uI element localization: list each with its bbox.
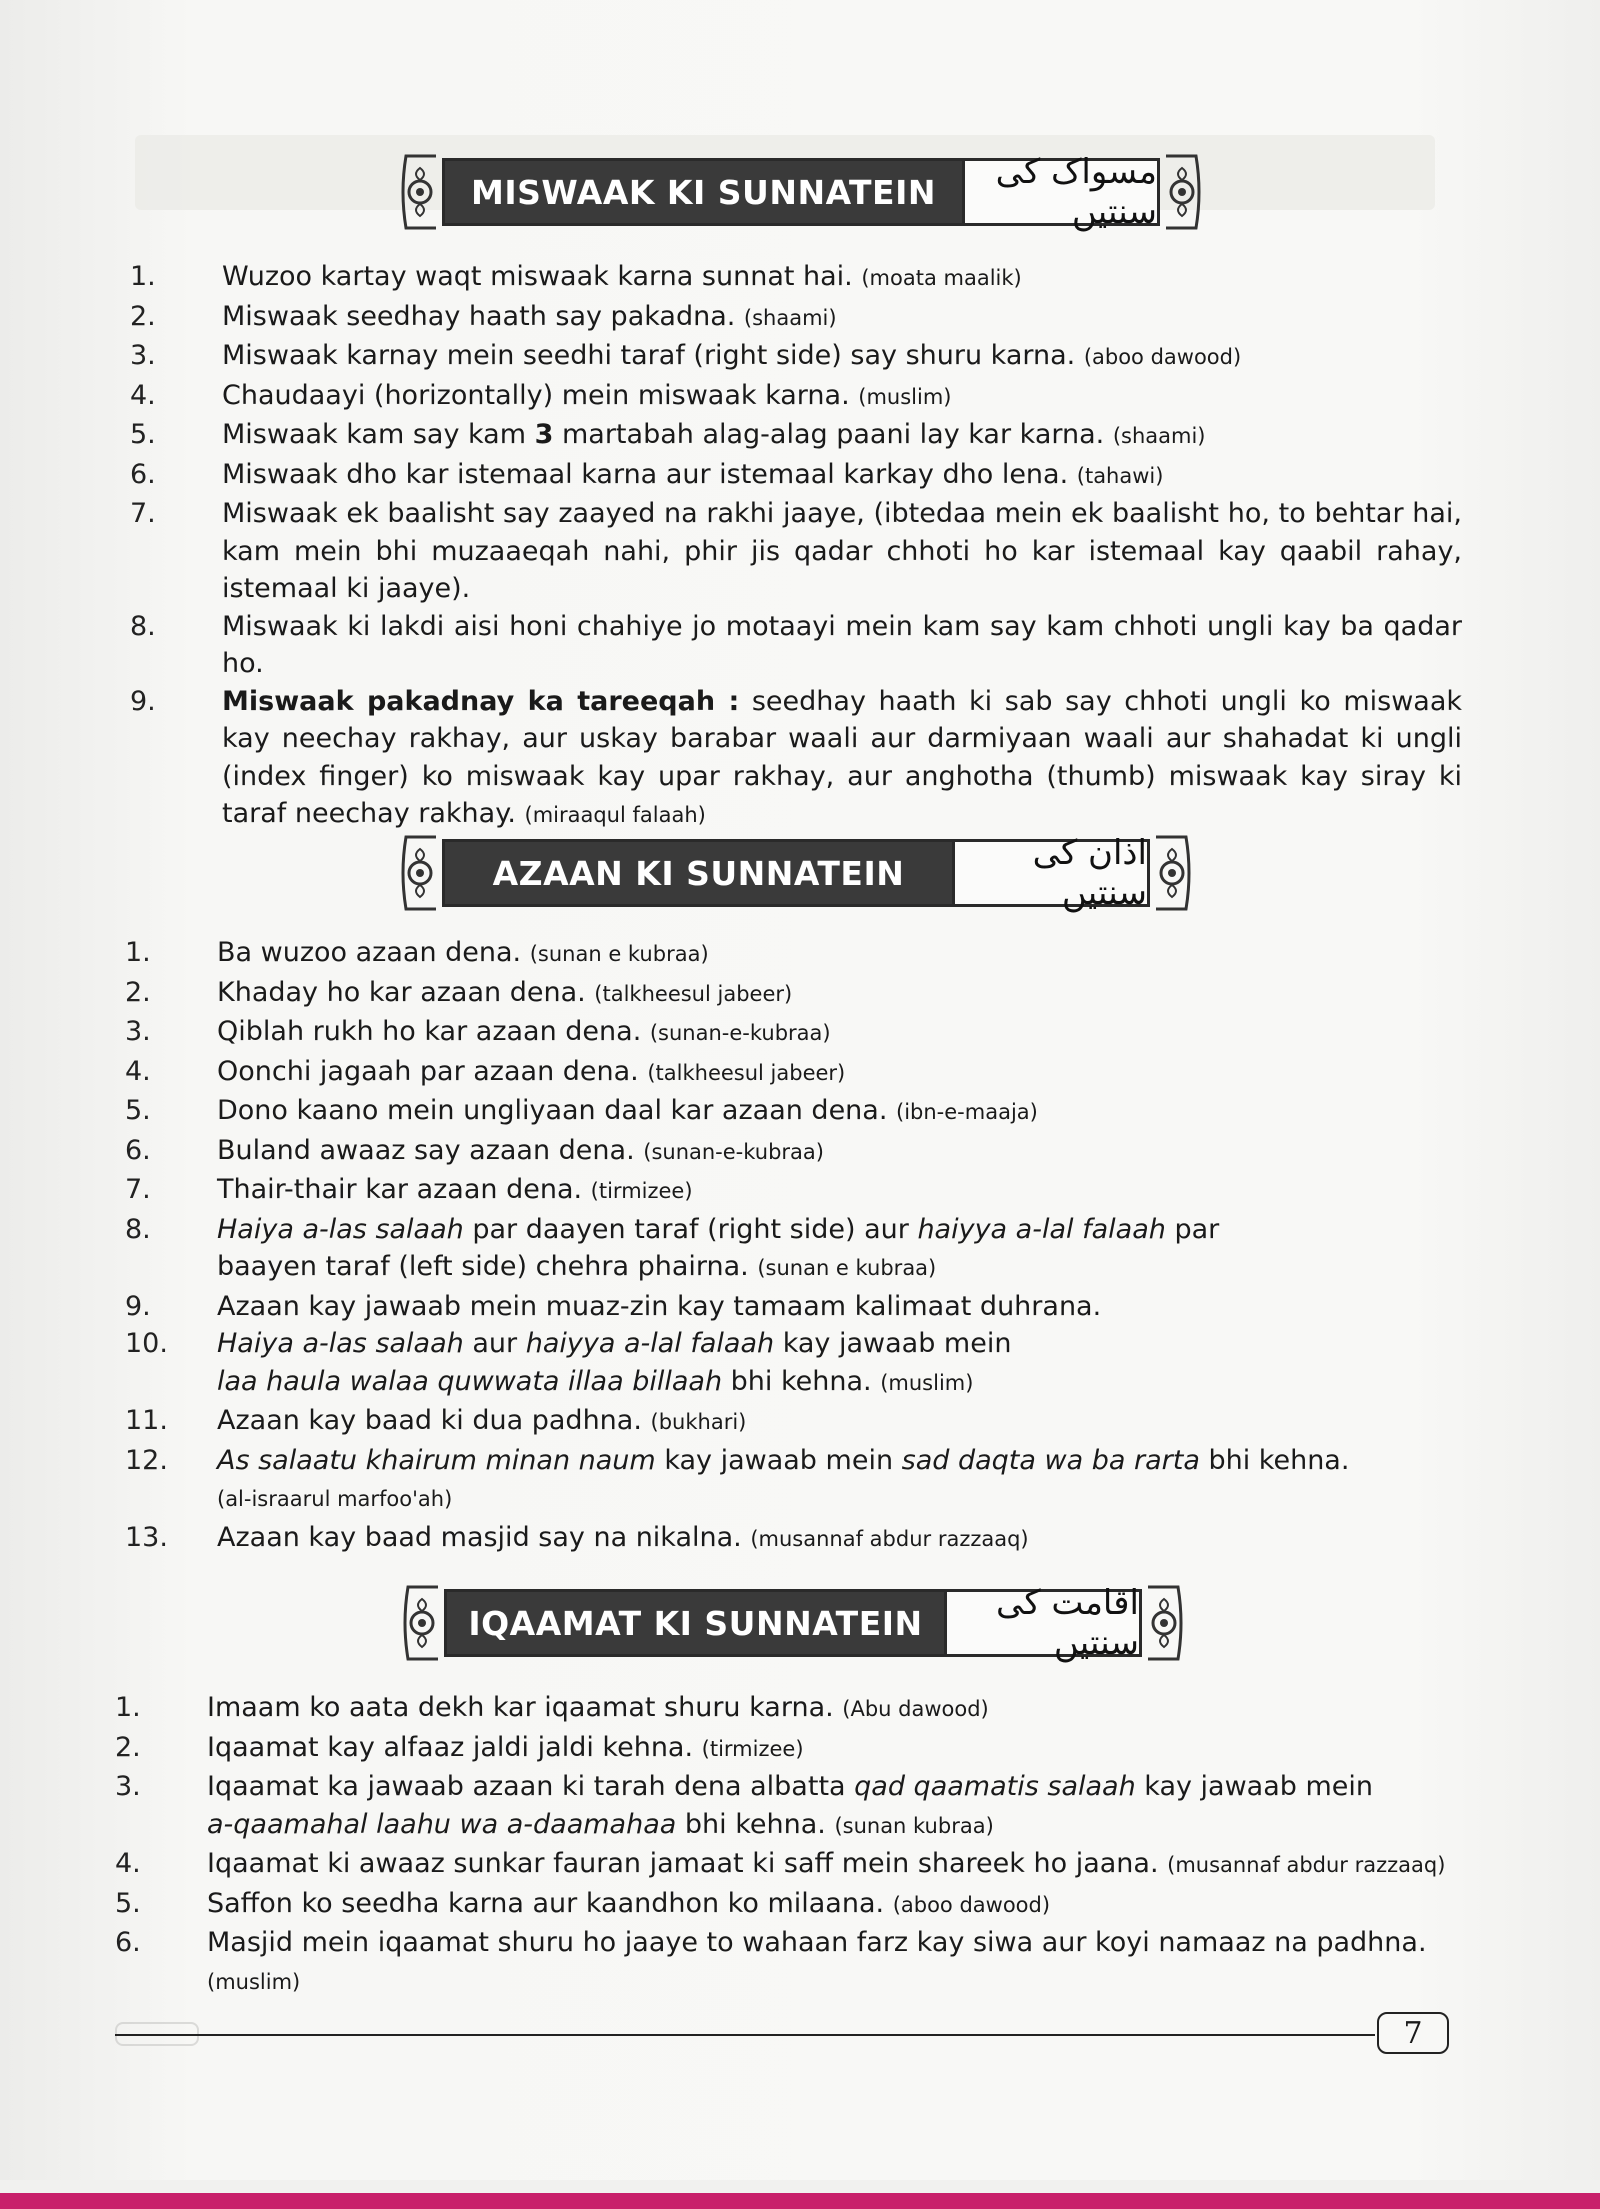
item-number: 7.: [125, 1174, 151, 1205]
ornament-left-icon: [398, 1583, 444, 1663]
page-edge: [0, 2180, 1600, 2209]
item-number: 10.: [125, 1328, 168, 1359]
item-number: 2.: [115, 1731, 141, 1763]
reference-citation: (bukhari): [650, 1410, 747, 1434]
item-number: 4.: [130, 379, 156, 411]
list-item: [130, 495, 1462, 608]
item-number: 5.: [130, 419, 156, 450]
reference-citation: (aboo dawood): [892, 1892, 1051, 1917]
item-number: 3.: [125, 1016, 151, 1047]
reference-citation: (musannaf abdur razzaaq): [750, 1526, 1029, 1551]
text-segment: Buland awaaz say azaan dena.: [217, 1134, 644, 1166]
sunnah-list: [115, 1689, 1450, 2001]
item-number: 7.: [130, 498, 156, 529]
list-item: [130, 683, 1462, 835]
text-segment: par: [1165, 1213, 1220, 1245]
item-number: 5.: [125, 1095, 151, 1126]
item-text: [217, 1325, 1450, 1402]
text-segment: seedhay haath ki sab say chhoti ungli ko miswaak kay neechay rakhay, aur uskay barabar waali aur darmiyaan waali aur shahadat ki ungli (index finger) ko miswaak kay upar rakhay, aur anghotha (thumb) miswaak kay siray ki taraf neechay rakhay.: [222, 685, 1462, 829]
item-text: [217, 1013, 1450, 1053]
list-item: [125, 1132, 1450, 1172]
text-segment: Haiya a-las salaah: [217, 1328, 464, 1359]
list-item: [125, 974, 1450, 1014]
reference-citation: (tirmizee): [701, 1736, 804, 1761]
item-text: [222, 683, 1462, 835]
reference-citation: (muslim): [207, 1969, 301, 1994]
list-item: [125, 1013, 1450, 1053]
item-text: [217, 934, 1450, 974]
item-number: 5.: [115, 1887, 141, 1919]
text-segment: Miswaak karnay mein seedhi taraf (right side) say shuru karna.: [222, 340, 1084, 371]
text-segment: haiyya a-lal falaah: [525, 1328, 775, 1359]
text-segment: sad daqta wa ba rarta: [901, 1444, 1200, 1476]
reference-citation: (ibn-e-maaja): [896, 1100, 1038, 1124]
reference-citation: (tahawi): [1076, 463, 1164, 488]
text-segment: aur: [463, 1328, 526, 1359]
item-text: [207, 1689, 1450, 1729]
list-item: [130, 456, 1462, 496]
text-segment: martabah alag-alag paani lay kar karna.: [553, 419, 1113, 450]
list-item: [125, 1092, 1450, 1132]
page-number: 7: [1377, 2012, 1449, 2054]
item-text: [222, 495, 1462, 608]
sunnah-list: [130, 258, 1462, 835]
text-segment: par daayen taraf (right side) aur: [463, 1213, 918, 1245]
reference-citation: (tirmizee): [590, 1179, 693, 1203]
reference-citation: (sunan e kubraa): [757, 1256, 937, 1280]
list-item: [125, 1519, 1450, 1559]
item-text: [222, 608, 1462, 683]
item-text: [222, 456, 1462, 496]
reference-citation: (moata maalik): [861, 266, 1022, 290]
text-segment: Qiblah rukh ho kar azaan dena.: [217, 1016, 650, 1047]
ornament-right-icon: [1142, 1583, 1188, 1663]
text-segment: Azaan kay baad ki dua padhna.: [217, 1405, 651, 1436]
section-banner-iqaamat: [398, 1583, 1188, 1663]
text-segment: Iqaamat ka jawaab azaan ki tarah dena albatta: [207, 1771, 855, 1802]
reference-citation: (sunan-e-kubraa): [649, 1021, 831, 1045]
list-item: [115, 1729, 1450, 1769]
list-item: [130, 416, 1462, 456]
section-title: AZAAN KI SUNNATEIN: [492, 853, 905, 893]
ornament-right-icon: [1160, 152, 1206, 232]
text-segment: Masjid mein iqaamat shuru ho jaaye to wahaan farz kay siwa aur koyi namaaz na padhna.: [207, 1927, 1427, 1958]
item-text: [217, 1442, 1450, 1519]
reference-citation: (sunan-e-kubraa): [643, 1139, 824, 1164]
list-item: [130, 298, 1462, 338]
list-item: [125, 1325, 1450, 1402]
item-number: 9.: [125, 1290, 151, 1322]
reference-citation: (sunan kubraa): [834, 1813, 994, 1838]
section-title: IQAAMAT KI SUNNATEIN: [468, 1603, 923, 1643]
text-segment: Miswaak seedhay haath say pakadna.: [222, 300, 744, 332]
list-item: [115, 1689, 1450, 1729]
reference-citation: (shaami): [743, 305, 837, 330]
section-title-urdu: اذان کی سنتیں: [952, 842, 1147, 904]
item-number: 1.: [125, 937, 151, 968]
text-segment: kay jawaab mein: [655, 1444, 902, 1476]
list-item: [130, 337, 1462, 377]
text-segment: Azaan kay baad masjid say na nikalna.: [217, 1521, 751, 1553]
item-number: 1.: [130, 261, 156, 292]
sunnah-list: [125, 934, 1450, 1558]
text-segment: 3: [534, 419, 554, 450]
reference-citation: (talkheesul jabeer): [594, 981, 793, 1006]
text-segment: kay jawaab mein: [1135, 1771, 1374, 1802]
text-segment: Chaudaayi (horizontally) mein miswaak karna.: [222, 379, 859, 411]
item-number: 9.: [130, 685, 156, 717]
item-text: [217, 1288, 1450, 1326]
list-item: [115, 1768, 1450, 1845]
text-segment: laa haula walaa quwwata illaa billaah: [217, 1365, 723, 1397]
item-number: 2.: [125, 976, 151, 1008]
item-text: [217, 1092, 1450, 1132]
text-segment: a-qaamahal laahu wa a-daamahaa: [207, 1808, 677, 1840]
reference-citation: (al-israarul marfoo'ah): [217, 1487, 453, 1511]
item-number: 8.: [130, 610, 156, 642]
ornament-right-icon: [1150, 833, 1196, 913]
text-segment: Miswaak ek baalisht say zaayed na rakhi jaaye, (ibtedaa mein ek baalisht ho, to behtar hai, kam mein bhi muzaaeqah nahi, phir jis qadar chhoti ho kar istemaal kay qaabil rahay, istemaal ki jaaye).: [222, 498, 1462, 604]
item-text: [222, 337, 1462, 377]
item-number: 6.: [115, 1927, 141, 1958]
item-text: [217, 1171, 1450, 1211]
list-item: [125, 1211, 1450, 1288]
item-number: 2.: [130, 300, 156, 332]
item-text: [207, 1885, 1450, 1925]
list-item: [125, 1171, 1450, 1211]
list-item: [125, 1288, 1450, 1326]
section-title-urdu: مسواک کی سنتیں: [962, 161, 1157, 223]
list-item: [125, 1402, 1450, 1442]
item-text: [217, 1519, 1450, 1559]
text-segment: bhi kehna.: [1199, 1444, 1350, 1476]
item-text: [207, 1768, 1450, 1845]
text-segment: Ba wuzoo azaan dena.: [217, 937, 530, 968]
ornament-left-icon: [396, 152, 442, 232]
text-segment: Wuzoo kartay waqt miswaak karna sunnat hai.: [222, 261, 862, 292]
item-number: 11.: [125, 1405, 168, 1436]
item-number: 12.: [125, 1444, 168, 1476]
list-item: [115, 1845, 1450, 1885]
list-item: [130, 608, 1462, 683]
text-segment: As salaatu khairum minan naum: [217, 1444, 656, 1476]
item-text: [207, 1845, 1450, 1885]
text-segment: bhi kehna.: [676, 1808, 835, 1840]
item-number: 4.: [125, 1055, 151, 1087]
text-segment: Oonchi jagaah par azaan dena.: [217, 1055, 648, 1087]
text-segment: qad qaamatis salaah: [854, 1771, 1136, 1802]
item-text: [217, 974, 1450, 1014]
item-number: 8.: [125, 1213, 151, 1245]
text-segment: Saffon ko seedha karna aur kaandhon ko milaana.: [207, 1887, 893, 1919]
text-segment: Imaam ko aata dekh kar iqaamat shuru karna.: [207, 1692, 843, 1723]
text-segment: baayen taraf (left side) chehra phairna.: [217, 1251, 758, 1282]
reference-citation: (aboo dawood): [1083, 345, 1242, 369]
item-number: 13.: [125, 1521, 168, 1553]
item-text: [207, 1729, 1450, 1769]
item-number: 3.: [130, 340, 156, 371]
item-text: [217, 1211, 1450, 1288]
item-text: [217, 1053, 1450, 1093]
section-banner-azaan: [396, 833, 1196, 913]
item-text: [222, 377, 1462, 417]
footer-rule: [115, 2034, 1375, 2036]
text-segment: Miswaak ki lakdi aisi honi chahiye jo motaayi mein kam say kam chhoti ungli kay ba qadar ho.: [222, 610, 1462, 679]
item-number: 6.: [130, 458, 156, 490]
item-text: [222, 258, 1462, 298]
text-segment: Miswaak dho kar istemaal karna aur istemaal karkay dho lena.: [222, 458, 1077, 490]
item-number: 4.: [115, 1848, 141, 1879]
list-item: [115, 1885, 1450, 1925]
reference-citation: (talkheesul jabeer): [647, 1060, 846, 1085]
reference-citation: (Abu dawood): [842, 1697, 989, 1721]
reference-citation: (muslim): [880, 1370, 974, 1395]
item-text: [222, 416, 1462, 456]
list-item: [130, 377, 1462, 417]
text-segment: Iqaamat ki awaaz sunkar fauran jamaat ki saff mein shareek ho jaana.: [207, 1848, 1168, 1879]
list-item: [115, 1924, 1450, 2001]
list-item: [125, 1053, 1450, 1093]
text-segment: Iqaamat kay alfaaz jaldi jaldi kehna.: [207, 1731, 702, 1763]
item-text: [222, 298, 1462, 338]
text-segment: Thair-thair kar azaan dena.: [217, 1174, 591, 1205]
reference-citation: (sunan e kubraa): [529, 942, 709, 966]
reference-citation: (musannaf abdur razzaaq): [1167, 1853, 1446, 1877]
list-item: [130, 258, 1462, 298]
reference-citation: (muslim): [858, 384, 952, 409]
item-text: [207, 1924, 1450, 2001]
item-number: 3.: [115, 1771, 141, 1802]
ornament-left-icon: [396, 833, 442, 913]
text-segment: bhi kehna.: [722, 1365, 881, 1397]
section-banner-miswaak: [396, 152, 1206, 232]
text-segment: kay jawaab mein: [774, 1328, 1012, 1359]
section-title: MISWAAK KI SUNNATEIN: [470, 172, 936, 212]
item-number: 6.: [125, 1134, 151, 1166]
text-segment: Miswaak kam say kam: [222, 419, 535, 450]
list-item: [125, 934, 1450, 974]
item-text: [217, 1132, 1450, 1172]
text-segment: haiyya a-lal falaah: [917, 1213, 1166, 1245]
text-segment: Azaan kay jawaab mein muaz-zin kay tamaam kalimaat duhrana.: [217, 1290, 1102, 1322]
text-segment: Dono kaano mein ungliyaan daal kar azaan dena.: [217, 1095, 897, 1126]
text-segment: Khaday ho kar azaan dena.: [217, 976, 595, 1008]
reference-citation: (miraaqul falaah): [524, 803, 706, 827]
item-number: 1.: [115, 1692, 141, 1723]
text-segment: Haiya a-las salaah: [217, 1213, 464, 1245]
section-title-urdu: اقامت کی سنتیں: [944, 1592, 1139, 1654]
item-text: [217, 1402, 1450, 1442]
reference-citation: (shaami): [1112, 424, 1206, 448]
text-segment: Miswaak pakadnay ka tareeqah :: [222, 685, 740, 717]
list-item: [125, 1442, 1450, 1519]
